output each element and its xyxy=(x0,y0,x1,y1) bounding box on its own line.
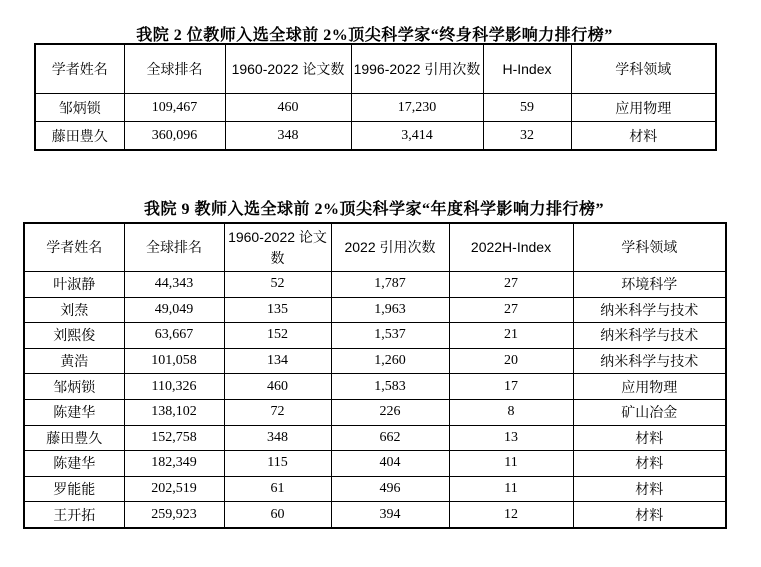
h-index-cell: 27 xyxy=(449,297,573,323)
field-cell: 纳米科学与技术 xyxy=(573,323,726,349)
table-row xyxy=(24,323,726,349)
citations-cell: 3,414 xyxy=(351,122,483,151)
citations-cell: 394 xyxy=(331,502,449,528)
field-cell: 应用物理 xyxy=(573,374,726,400)
column-header-global-rank: 全球排名 xyxy=(124,223,224,272)
scholar-name-cell: 藤田豊久 xyxy=(35,122,124,151)
h-index-cell: 59 xyxy=(483,94,571,122)
column-header-papers: 1960-2022 论文数 xyxy=(225,44,351,94)
h-index-cell: 11 xyxy=(449,451,573,477)
scholar-name-cell: 王开拓 xyxy=(24,502,124,528)
citations-cell: 1,787 xyxy=(331,272,449,298)
papers-cell: 460 xyxy=(224,374,331,400)
scholar-name-cell: 陈建华 xyxy=(24,399,124,425)
citations-cell: 17,230 xyxy=(351,94,483,122)
global-rank-cell: 49,049 xyxy=(124,297,224,323)
citations-cell: 226 xyxy=(331,399,449,425)
global-rank-cell: 182,349 xyxy=(124,451,224,477)
h-index-cell: 13 xyxy=(449,425,573,451)
table-row xyxy=(24,272,726,298)
global-rank-cell: 138,102 xyxy=(124,399,224,425)
field-cell: 材料 xyxy=(571,122,716,151)
scholar-name-cell: 叶淑静 xyxy=(24,272,124,298)
field-cell: 材料 xyxy=(573,502,726,528)
h-index-cell: 20 xyxy=(449,348,573,374)
column-header-h-index: 2022H-Index xyxy=(449,223,573,272)
column-header-scholar-name: 学者姓名 xyxy=(35,44,124,94)
annual-impact-table xyxy=(23,222,727,529)
lifetime-table-title: 我院 2 位教师入选全球前 2%顶尖科学家“终身科学影响力排行榜” xyxy=(136,27,613,44)
scholar-name-cell: 刘焘 xyxy=(24,297,124,323)
table-row xyxy=(24,502,726,528)
global-rank-cell: 259,923 xyxy=(124,502,224,528)
scholar-name-cell: 黄浩 xyxy=(24,348,124,374)
field-cell: 应用物理 xyxy=(571,94,716,122)
annual-table-title: 我院 9 教师入选全球前 2%顶尖科学家“年度科学影响力排行榜” xyxy=(143,201,604,218)
column-header-citations: 2022 引用次数 xyxy=(331,223,449,272)
scholar-name-cell: 罗能能 xyxy=(24,476,124,502)
h-index-cell: 17 xyxy=(449,374,573,400)
global-rank-cell: 44,343 xyxy=(124,272,224,298)
citations-cell: 1,963 xyxy=(331,297,449,323)
h-index-cell: 12 xyxy=(449,502,573,528)
h-index-cell: 8 xyxy=(449,399,573,425)
global-rank-cell: 109,467 xyxy=(124,94,225,122)
citations-cell: 1,583 xyxy=(331,374,449,400)
global-rank-cell: 152,758 xyxy=(124,425,224,451)
table-row xyxy=(24,348,726,374)
column-header-global-rank: 全球排名 xyxy=(124,44,225,94)
citations-cell: 1,537 xyxy=(331,323,449,349)
papers-cell: 72 xyxy=(224,399,331,425)
papers-cell: 115 xyxy=(224,451,331,477)
column-header-citations: 1996-2022 引用次数 xyxy=(351,44,483,94)
field-cell: 材料 xyxy=(573,451,726,477)
global-rank-cell: 63,667 xyxy=(124,323,224,349)
global-rank-cell: 110,326 xyxy=(124,374,224,400)
papers-cell: 348 xyxy=(225,122,351,151)
column-header-field: 学科领域 xyxy=(571,44,716,94)
field-cell: 材料 xyxy=(573,476,726,502)
citations-cell: 1,260 xyxy=(331,348,449,374)
column-header-h-index: H-Index xyxy=(483,44,571,94)
papers-cell: 460 xyxy=(225,94,351,122)
papers-cell: 60 xyxy=(224,502,331,528)
column-header-field: 学科领域 xyxy=(573,223,726,272)
table-row xyxy=(24,476,726,502)
scholar-name-cell: 刘熙俊 xyxy=(24,323,124,349)
column-header-papers: 1960-2022 论文数 xyxy=(224,223,331,272)
citations-cell: 662 xyxy=(331,425,449,451)
table-row xyxy=(24,374,726,400)
table-row xyxy=(35,94,716,122)
h-index-cell: 32 xyxy=(483,122,571,151)
scholar-name-cell: 邹炳锁 xyxy=(24,374,124,400)
table-row xyxy=(35,122,716,151)
lifetime-impact-table xyxy=(34,43,717,151)
table-row xyxy=(24,399,726,425)
h-index-cell: 21 xyxy=(449,323,573,349)
header-row xyxy=(24,223,726,272)
global-rank-cell: 101,058 xyxy=(124,348,224,374)
table-row xyxy=(24,425,726,451)
papers-cell: 134 xyxy=(224,348,331,374)
table-row xyxy=(24,451,726,477)
column-header-scholar-name: 学者姓名 xyxy=(24,223,124,272)
global-rank-cell: 360,096 xyxy=(124,122,225,151)
global-rank-cell: 202,519 xyxy=(124,476,224,502)
h-index-cell: 27 xyxy=(449,272,573,298)
citations-cell: 496 xyxy=(331,476,449,502)
field-cell: 材料 xyxy=(573,425,726,451)
papers-cell: 61 xyxy=(224,476,331,502)
field-cell: 矿山冶金 xyxy=(573,399,726,425)
papers-cell: 152 xyxy=(224,323,331,349)
header-row xyxy=(35,44,716,94)
field-cell: 纳米科学与技术 xyxy=(573,348,726,374)
papers-cell: 52 xyxy=(224,272,331,298)
field-cell: 环境科学 xyxy=(573,272,726,298)
citations-cell: 404 xyxy=(331,451,449,477)
papers-cell: 135 xyxy=(224,297,331,323)
scholar-name-cell: 陈建华 xyxy=(24,451,124,477)
h-index-cell: 11 xyxy=(449,476,573,502)
scholar-name-cell: 邹炳锁 xyxy=(35,94,124,122)
scholar-name-cell: 藤田豊久 xyxy=(24,425,124,451)
papers-cell: 348 xyxy=(224,425,331,451)
field-cell: 纳米科学与技术 xyxy=(573,297,726,323)
table-row xyxy=(24,297,726,323)
